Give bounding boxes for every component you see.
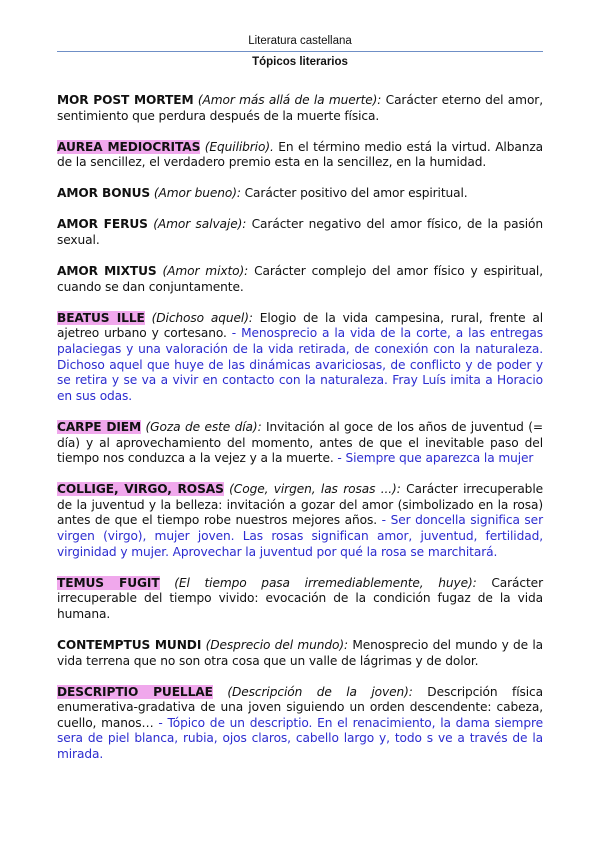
topic-note: - Ser doncella significa ser virgen (virgo), mujer joven. Las rosas significan amor, juventud, fertilidad, virginidad y mujer. Aprovechar la juventud por qué la rosa se marchitará. bbox=[57, 513, 543, 559]
topic-gloss: (Amor más allá de la muerte): bbox=[197, 93, 382, 107]
topic-term: AUREA MEDIOCRITAS bbox=[57, 139, 201, 154]
topic-entry bbox=[57, 420, 543, 467]
topic-gloss: (Equilibrio). bbox=[204, 139, 274, 154]
topic-list bbox=[57, 93, 543, 778]
topic-definition: Descripción física enumerativa-gradativa de una joven siguiendo un orden descendente: cabeza, cuello, manos… bbox=[57, 684, 544, 730]
topic-term: CONTEMPTUS MUNDI bbox=[57, 637, 202, 652]
topic-entry bbox=[57, 217, 543, 248]
topic-entry bbox=[57, 576, 543, 623]
topic-gloss: (El tiempo pasa irremediablemente, huye): bbox=[174, 575, 477, 590]
topic-term: AMOR FERUS bbox=[57, 217, 148, 232]
topic-gloss: (Amor mixto): bbox=[162, 264, 249, 279]
topic-definition: Menosprecio del mundo y de la vida terrena que no son otra cosa que un valle de lágrimas y de dolor. bbox=[57, 637, 543, 668]
topic-definition: Carácter irrecuperable del tiempo vivido: evocación de la condición fugaz de la vida humana. bbox=[57, 575, 543, 621]
topic-gloss: (Coge, virgen, las rosas ...): bbox=[229, 482, 401, 497]
topic-gloss: (Goza de este día): bbox=[145, 419, 262, 434]
topic-entry bbox=[57, 482, 543, 560]
topic-definition: Carácter negativo del amor físico, de la pasión sexual. bbox=[57, 217, 543, 248]
topic-note: - Menosprecio a la vida de la corte, a las entregas palaciegas y una valoración de la vida retirada, de conexión con la naturaleza. Dichoso aquel que huye de las dinámicas avariciosas, de conflicto y de poder y se retira y se va a vivir en contacto con la naturaleza. Fray Luís imita a Horacio en sus odas. bbox=[57, 326, 544, 403]
topic-entry bbox=[57, 685, 543, 763]
topic-gloss: (Amor salvaje): bbox=[153, 217, 247, 232]
topic-entry bbox=[57, 140, 543, 171]
topic-note: - Tópico de un descriptio. En el renacimiento, la dama siempre sera de piel blanca, rubia, ojos claros, cabello largo y, todo s ve a través de la mirada. bbox=[57, 715, 543, 761]
topic-definition: Carácter eterno del amor, sentimiento que perdura después de la muerte física. bbox=[57, 93, 543, 123]
topic-entry bbox=[57, 186, 543, 202]
topic-term: DESCRIPTIO PUELLAE bbox=[57, 684, 213, 699]
topic-term: AMOR BONUS bbox=[57, 186, 151, 201]
topic-definition: Invitación al goce de los años de juventud (= día) y al aprovechamiento del momento, antes de que el inevitable paso del tiempo nos conduzca a la vejez y a la muerte. bbox=[57, 419, 543, 466]
topic-note: - Siempre que aparezca la mujer bbox=[333, 451, 534, 466]
topic-term: CARPE DIEM bbox=[57, 419, 142, 434]
topic-definition: En el término medio está la virtud. Albanza de la sencillez, el verdadero premio esta en la sencillez, en la humidad. bbox=[57, 139, 544, 170]
topic-entry bbox=[57, 93, 543, 124]
topic-term: MOR POST MORTEM bbox=[57, 93, 194, 107]
page-header bbox=[57, 34, 543, 69]
header-subtitle: Tópicos literarios bbox=[252, 56, 348, 68]
topic-entry bbox=[57, 638, 543, 669]
topic-definition: Carácter complejo del amor físico y espiritual, cuando se dan conjuntamente. bbox=[57, 264, 543, 294]
header-rule bbox=[57, 51, 543, 52]
topic-gloss: (Dichoso aquel): bbox=[151, 310, 253, 325]
topic-term: COLLIGE, VIRGO, ROSAS bbox=[57, 482, 224, 497]
topic-definition: Elogio de la vida campesina, rural, frente al ajetreo urbano y cortesano. bbox=[57, 310, 543, 341]
topic-gloss: (Amor bueno): bbox=[153, 186, 241, 201]
topic-term: TEMUS FUGIT bbox=[57, 575, 160, 590]
topic-definition: Carácter irrecuperable de la juventud y la belleza: invitación a gozar del amor (simbolizado en la rosa) antes de que el tiempo robe nuestros mejores años. bbox=[57, 482, 544, 528]
topic-entry bbox=[57, 311, 543, 405]
topic-gloss: (Descripción de la joven): bbox=[227, 684, 413, 699]
topic-definition: Carácter positivo del amor espiritual. bbox=[240, 186, 468, 201]
topic-gloss: (Desprecio del mundo): bbox=[205, 637, 348, 652]
topic-entry bbox=[57, 264, 543, 295]
header-title: Literatura castellana bbox=[248, 35, 352, 47]
topic-term: BEATUS ILLE bbox=[57, 310, 145, 325]
topic-term: AMOR MIXTUS bbox=[57, 264, 157, 279]
